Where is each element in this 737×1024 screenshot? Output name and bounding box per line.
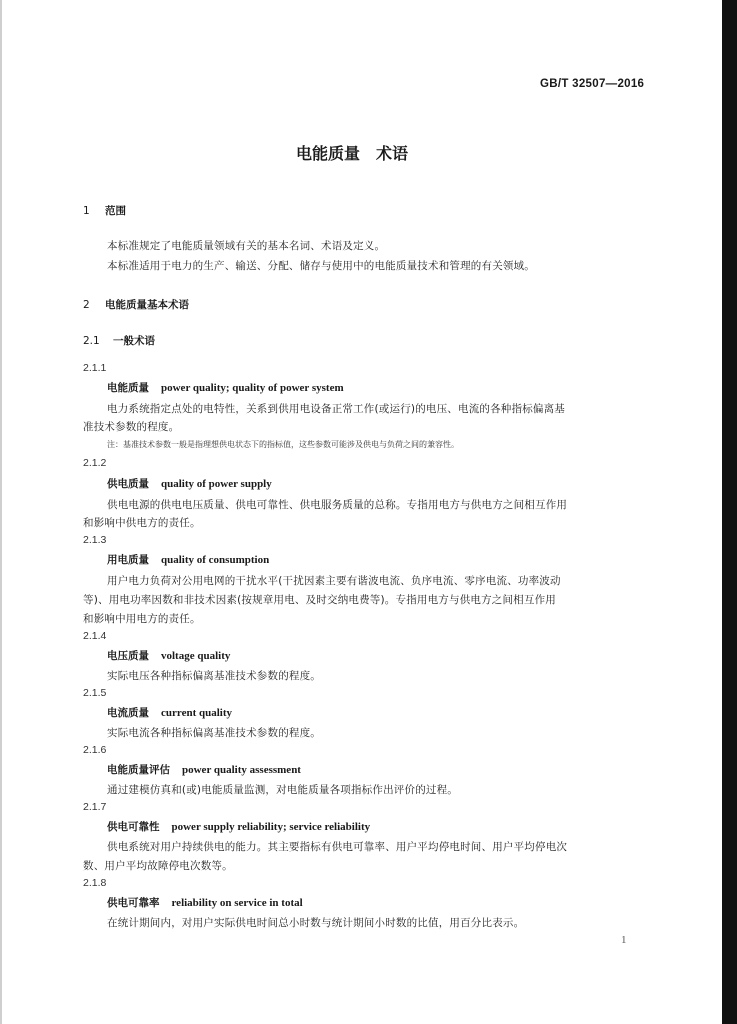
term-chinese: 供电可靠率 xyxy=(107,897,160,909)
term-definition-line: 实际电压各种指标偏离基准技术参数的程度。 xyxy=(107,670,321,682)
term-chinese: 电压质量 xyxy=(107,650,149,662)
document-title: 电能质量 术语 xyxy=(296,144,409,163)
section-number: 2.1 xyxy=(83,335,100,347)
term-heading xyxy=(107,819,370,834)
scope-paragraph-1: 本标准规定了电能质量领域有关的基本名词、术语及定义。 xyxy=(107,240,386,252)
term-chinese: 供电质量 xyxy=(107,478,149,490)
section-title: 电能质量基本术语 xyxy=(105,299,189,311)
term-chinese: 电流质量 xyxy=(107,707,149,719)
term-number: 2.1.3 xyxy=(83,534,107,546)
term-english: power quality assessment xyxy=(182,764,301,776)
term-english: quality of power supply xyxy=(161,478,272,490)
term-definition-line: 在统计期间内，对用户实际供电时间总小时数与统计期间小时数的比值，用百分比表示。 xyxy=(107,917,525,929)
term-definition-line: 和影响中用电方的责任。 xyxy=(83,613,201,625)
term-chinese: 用电质量 xyxy=(107,554,149,566)
term-definition-line: 数、用户平均故障停电次数等。 xyxy=(83,860,233,872)
section-number: 1 xyxy=(83,205,90,217)
section-1-heading xyxy=(83,203,126,218)
term-number: 2.1.7 xyxy=(83,801,107,813)
term-heading xyxy=(107,552,269,567)
section-2-1-heading xyxy=(83,333,155,348)
term-heading xyxy=(107,380,344,395)
term-definition-line: 准技术参数的程度。 xyxy=(83,421,180,433)
term-heading xyxy=(107,762,301,777)
term-chinese: 供电可靠性 xyxy=(107,821,160,833)
term-number: 2.1.6 xyxy=(83,744,107,756)
term-heading xyxy=(107,648,230,663)
section-2-heading xyxy=(83,297,189,312)
term-english: quality of consumption xyxy=(161,554,270,566)
term-heading xyxy=(107,705,232,720)
term-note: 注：基准技术参数一般是指理想供电状态下的指标值，这些参数可能涉及供电与负荷之间的兼容性。 xyxy=(107,440,459,449)
term-heading xyxy=(107,895,303,910)
term-english: voltage quality xyxy=(161,650,231,662)
term-number: 2.1.1 xyxy=(83,362,107,374)
term-definition-line: 和影响中供电方的责任。 xyxy=(83,517,201,529)
page-number: 1 xyxy=(621,934,627,946)
term-number: 2.1.8 xyxy=(83,877,107,889)
term-number: 2.1.4 xyxy=(83,630,107,642)
term-definition-line: 供电系统对用户持续供电的能力。其主要指标有供电可靠率、用户平均停电时间、用户平均停电次 xyxy=(107,841,568,853)
term-definition-line: 等)、用电功率因数和非技术因素(按规章用电、及时交纳电费等)。专指用电方与供电方之间相互作用 xyxy=(83,594,556,606)
section-title: 范围 xyxy=(105,205,126,217)
term-english: current quality xyxy=(161,707,232,719)
term-number: 2.1.5 xyxy=(83,687,107,699)
scope-paragraph-2: 本标准适用于电力的生产、输送、分配、储存与使用中的电能质量技术和管理的有关领域。 xyxy=(107,260,535,272)
term-english: power quality; quality of power system xyxy=(161,382,344,394)
standard-code: GB/T 32507—2016 xyxy=(540,78,645,90)
section-title: 一般术语 xyxy=(113,335,155,347)
term-definition-line: 实际电流各种指标偏离基准技术参数的程度。 xyxy=(107,727,321,739)
term-definition-line: 通过建模仿真和(或)电能质量监测，对电能质量各项指标作出评价的过程。 xyxy=(107,784,458,796)
term-definition-line: 供电电源的供电电压质量、供电可靠性、供电服务质量的总称。专指用电方与供电方之间相互作用 xyxy=(107,499,568,511)
term-english: reliability on service in total xyxy=(171,897,303,909)
term-definition-line: 电力系统指定点处的电特性，关系到供用电设备正常工作(或运行)的电压、电流的各种指标偏离基 xyxy=(107,403,565,415)
term-definition-line: 用户电力负荷对公用电网的干扰水平(干扰因素主要有谐波电流、负序电流、零序电流、功率波动 xyxy=(107,575,561,587)
term-number: 2.1.2 xyxy=(83,457,107,469)
term-chinese: 电能质量评估 xyxy=(107,764,170,776)
term-chinese: 电能质量 xyxy=(107,382,149,394)
term-heading xyxy=(107,476,272,491)
section-number: 2 xyxy=(83,299,90,311)
page-left-edge xyxy=(0,0,2,1024)
page-right-edge xyxy=(722,0,737,1024)
term-english: power supply reliability; service reliability xyxy=(171,821,371,833)
